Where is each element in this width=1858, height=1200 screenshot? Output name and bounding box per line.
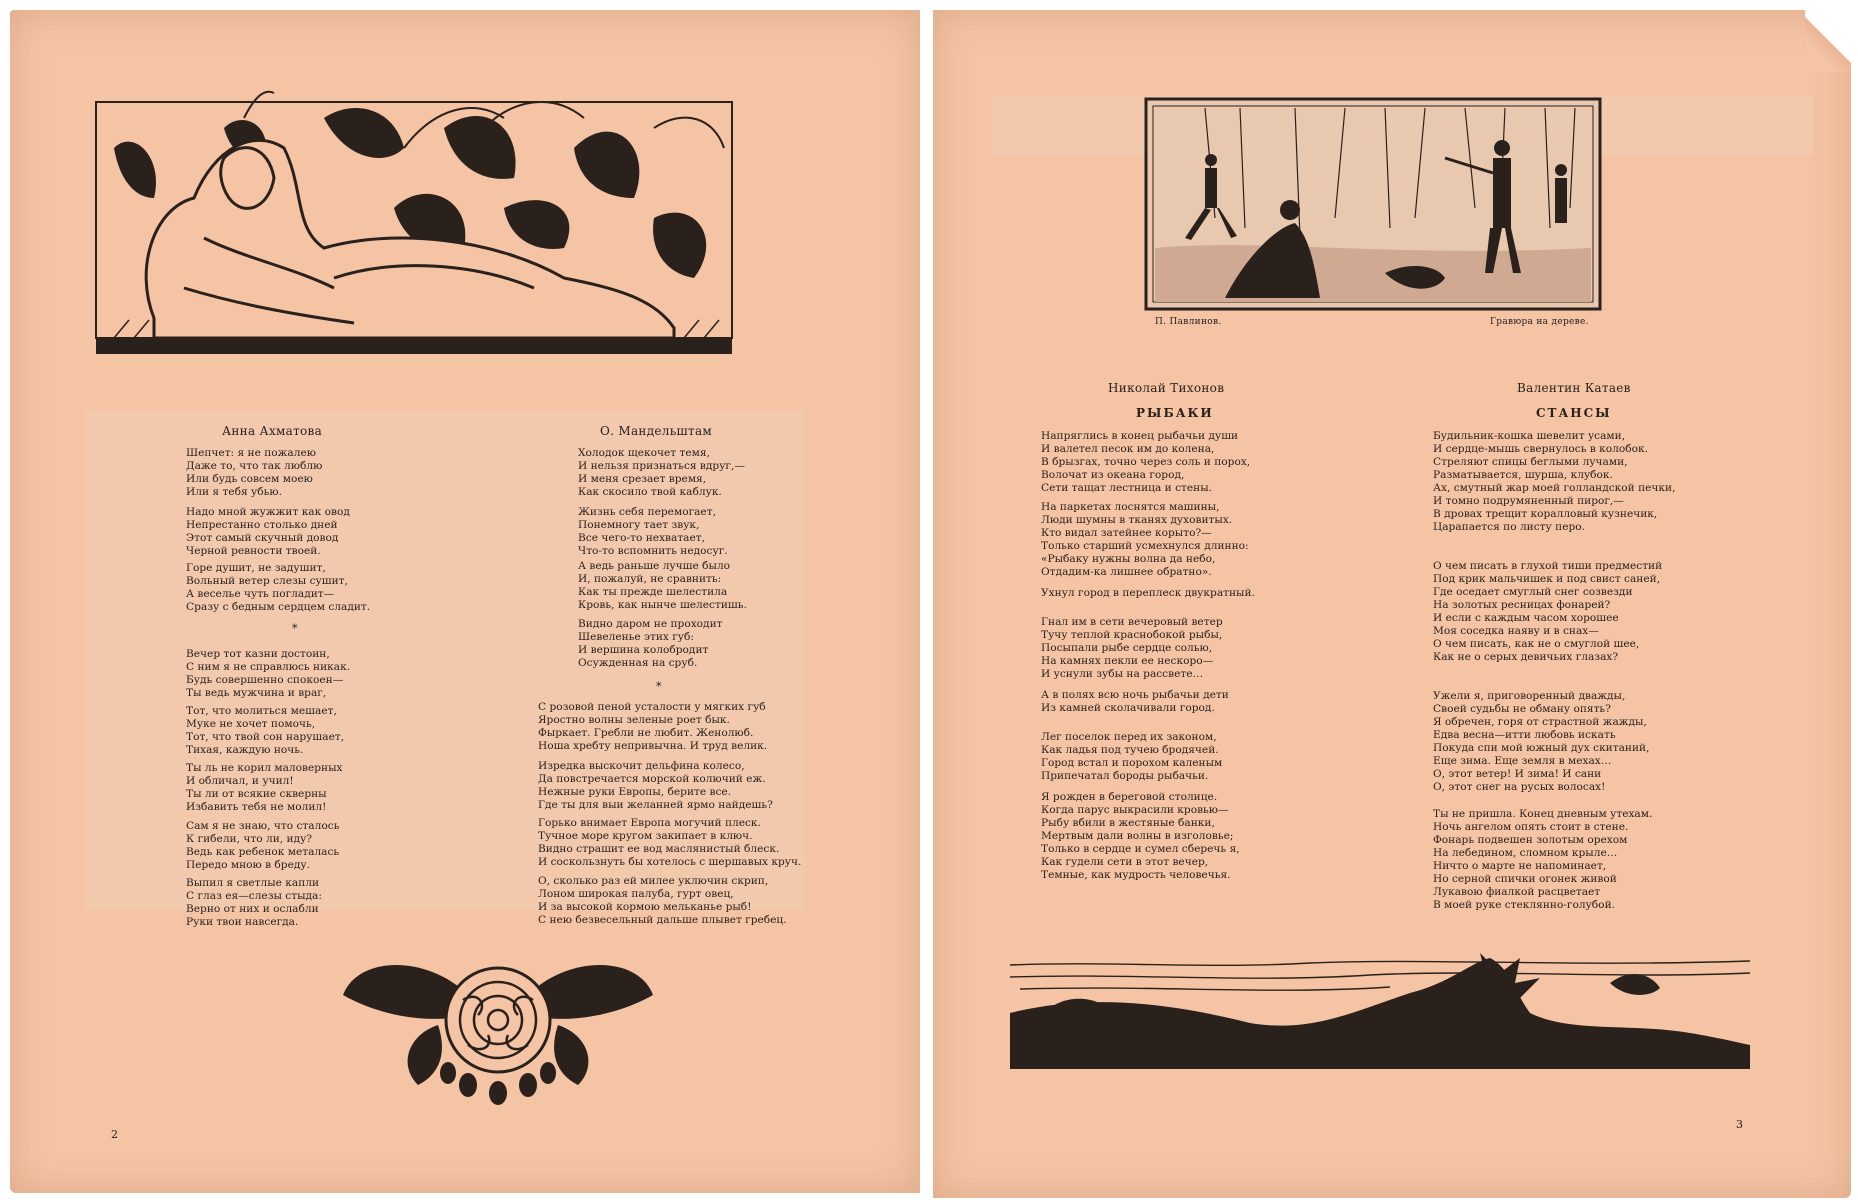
section-star: *	[292, 622, 298, 635]
stanza: Напряглись в конец рыбачьи души И валетел песок им до колена, В брызгах, точно через соль и порох, Волочат из океана город, Сети тащат лестница и стены.	[1041, 430, 1251, 494]
stanza: С розовой пеной усталости у мягких губ Яростно волны зеленые роет бык. Фыркает. Гребли не любит. Женолюб. Ноша хребту непривычна. И труд велик.	[538, 701, 768, 752]
stanza: Будильник-кошка шевелит усами, И сердце-мышь свернулось в колобок. Стреляют спицы беглыми лучами, Разматывается, шурша, клубок. Ах, смутный жар моей голландской печки, И томно подрумяненный пирог,— В дровах трещит коралловый кузнечик, Царапается по листу перо.	[1433, 430, 1676, 533]
stanza: Видно даром не проходит Шевеленье этих губ: И вершина колобродит Осужденная на сруб.	[578, 618, 723, 669]
stanza: Тот, что молиться мешает, Муке не хочет помочь, Тот, что твой сон нарушает, Тихая, каждую ночь.	[186, 705, 345, 756]
page-number: 3	[1736, 1118, 1743, 1131]
stanza: Сам я не знаю, что сталось К гибели, что ли, иду? Ведь как ребенок металась Передо мною в бреду.	[186, 820, 340, 871]
stanza: Ты ль не корил маловерных И обличал, и учил! Ты ли от всякие скверны Избавить тебя не молил!	[186, 762, 343, 813]
stanza: Выпил я светлые капли С глаз ея—слезы стыда: Верно от них и ослабли Руки твои навсегда.	[186, 877, 322, 928]
stanza: Шепчет: я не пожалею Даже то, что так люблю Или будь совсем моею Или я тебя убью.	[186, 447, 323, 498]
author-tikhonov: Николай Тихонов	[1108, 381, 1225, 395]
stanza: О чем писать в глухой тиши предместий Под крик мальчишек и под свист саней, Где оседает смуглый снег созвезди На золотых ресницах фонарей? И если с каждым часом хорошее Моя соседка наяву и в снах— О чем писать, как не о смуглой шее, Как не о серых девичьих глазах?	[1433, 560, 1663, 663]
windswept-tree-woodcut	[1010, 953, 1750, 1073]
stanza: Вечер тот казни достоин, С ним я не справлюсь никак. Будь совершенно спокоен— Ты ведь мужчина и враг,	[186, 648, 351, 699]
stanza: Я рожден в береговой столице. Когда парус выкрасили кровью— Рыбу вбили в жестяные банки, Мертвым дали волны в изголовье; Только в сердце и сумел сберечь я, Как гудели сети в этот вечер, Темные, как мудрость человечья.	[1041, 791, 1240, 881]
stanza: На паркетах лоснятся машины, Люди шумны в тканях духовитых. Кто видал затейнее корыто?— Только старший усмехнулся длинно: «Рыбаку нужны волна да небо, Отдадим-ка лишнее обратно».	[1041, 501, 1249, 578]
author-akhmatova: Анна Ахматова	[222, 424, 323, 438]
author-kataev: Валентин Катаев	[1517, 381, 1631, 395]
duel-scene-engraving	[1145, 98, 1601, 310]
author-mandelstam: О. Мандельштам	[600, 424, 713, 438]
page-number: 2	[111, 1128, 118, 1141]
caption-artist: П. Павлинов.	[1155, 317, 1222, 327]
stanza: А ведь раньше лучше было И, пожалуй, не сравнить: Как ты прежде шелестила Кровь, как нынче шелестишь.	[578, 560, 747, 611]
stanza: Ужели я, приговоренный дважды, Своей судьбы не обману опять? Я обречен, горя от страстной жажды, Едва весна—итти любовь искать Покуда спи мой южный дух скитаний, Еще зима. Еще земля в мехах… О, этот ветер! И зима! И сани О, этот снег на русых волосах!	[1433, 690, 1650, 793]
poem-title-stansy: СТАНСЫ	[1536, 406, 1612, 420]
left-page	[10, 10, 920, 1193]
stanza: Лег поселок перед их законом, Как ладья под тучею бродячей. Город встал и порохом каленым Припечатал бороды рыбачьи.	[1041, 731, 1223, 782]
stanza: Горе душит, не задушит, Вольный ветер слезы сушит, А веселье чуть погладит— Сразу с бедным сердцем сладит.	[186, 562, 371, 613]
caption-medium: Гравюра на дереве.	[1490, 317, 1589, 327]
stanza: О, сколько раз ей милее уключин скрип, Лоном широкая палуба, гурт овец, И за высокой кормою мельканье рыб! С нею безвесельный дальше плывет гребец.	[538, 875, 787, 926]
stanza: Изредка выскочит дельфина колесо, Да повстречается морской колючий еж. Нежные руки Европы, берите все. Где ты для выи желанней ярмо найдешь?	[538, 760, 773, 811]
stanza: Жизнь себя перемогает, Понемногу тает звук, Все чего-то нехватает, Что-то вспомнить недосуг.	[578, 506, 728, 557]
section-star: *	[656, 680, 662, 693]
stanza: Ухнул город в переплеск двукратный.	[1041, 587, 1255, 599]
stanza: Холодок щекочет темя, И нельзя признаться вдруг,— И меня срезает время, Как скосило твой каблук.	[578, 447, 745, 498]
stanza: Горько внимает Европа могучий плеск. Тучное море кругом закипает в ключ. Видно страшит ее вод маслянистый блеск. И соскользнуть бы хотелось с шершавых круч.	[538, 817, 802, 868]
flower-vignette	[338, 945, 658, 1105]
stanza: А в полях всю ночь рыбачьи дети Из камней сколачивали город.	[1041, 689, 1229, 714]
folded-corner	[1805, 10, 1851, 72]
stanza: Ты не пришла. Конец дневным утехам. Ночь ангелом опять стоит в стене. Фонарь подвешен золотым орехом На лебедином, сломном крыле… Ничто о марте не напоминает, Но серной спички огонек живой Лукавою фиалкой расцветает В моей руке стеклянно-голубой.	[1433, 808, 1653, 911]
right-page	[933, 10, 1851, 1198]
stanza: Гнал им в сети вечеровый ветер Тучу теплой краснобокой рыбы, Посыпали рыбе сердце солью, На камнях пекли ее нескоро— И уснули зубы на рассвете…	[1041, 616, 1223, 680]
reclining-figure-woodcut	[94, 88, 734, 398]
poem-title-rybaki: РЫБАКИ	[1136, 406, 1214, 420]
stanza: Надо мной жужжит как овод Непрестанно столько дней Этот самый скучный довод Черной ревности твоей.	[186, 506, 350, 557]
